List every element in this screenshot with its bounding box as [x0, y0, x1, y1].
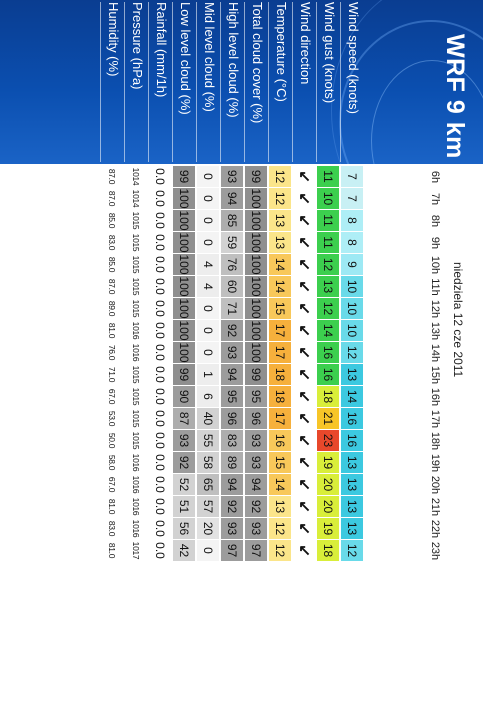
cell-total-cloud: 96: [245, 408, 267, 430]
cell-high-cloud: 59: [221, 232, 243, 254]
cell-high-cloud: 92: [221, 496, 243, 518]
cell-mid-cloud: 1: [197, 364, 219, 386]
cell-mid-cloud: 6: [197, 386, 219, 408]
cell-pressure: 1016: [125, 474, 147, 496]
wind-arrow-icon: ↙: [293, 320, 315, 342]
cell-wind-speed: 14: [341, 386, 363, 408]
cell-high-cloud: 60: [221, 276, 243, 298]
hour-label: 11h: [429, 278, 441, 296]
cell-humidity: 50.0: [101, 430, 123, 452]
cell-wind-speed: 13: [341, 474, 363, 496]
wind-arrow-icon: ↙: [293, 188, 315, 210]
cell-wind-gust: 10: [317, 188, 339, 210]
cell-wind-speed: 10: [341, 320, 363, 342]
cell-wind-speed: 13: [341, 496, 363, 518]
hour-label: 14h: [429, 343, 441, 363]
wind-arrow-icon: ↙: [293, 496, 315, 518]
cell-humidity: 81.0: [101, 496, 123, 518]
cell-humidity: 83.0: [101, 518, 123, 540]
cell-pressure: 1015: [125, 386, 147, 408]
cell-humidity: 81.0: [101, 540, 123, 562]
label-wind-gust: Wind gust (knots): [316, 2, 341, 162]
cell-rainfall: 0.0: [149, 474, 171, 496]
cell-wind-speed: 13: [341, 364, 363, 386]
cell-low-cloud: 100: [173, 320, 195, 342]
cell-low-cloud: 99: [173, 364, 195, 386]
wind-arrow-icon: ↙: [293, 166, 315, 188]
cell-temperature: 16: [269, 430, 291, 452]
cell-temperature: 12: [269, 166, 291, 188]
cell-humidity: 89.0: [101, 298, 123, 320]
cell-mid-cloud: 55: [197, 430, 219, 452]
hour-label: 23h: [429, 541, 441, 561]
cell-pressure: 1015: [125, 232, 147, 254]
hour-label: 18h: [429, 431, 441, 451]
cell-temperature: 15: [269, 298, 291, 320]
cell-humidity: 76.0: [101, 342, 123, 364]
cell-mid-cloud: 58: [197, 452, 219, 474]
cell-humidity: 87.0: [101, 188, 123, 210]
cell-mid-cloud: 57: [197, 496, 219, 518]
cell-rainfall: 0.0: [149, 232, 171, 254]
cell-rainfall: 0.0: [149, 276, 171, 298]
cell-wind-gust: 18: [317, 540, 339, 562]
cell-wind-gust: 23: [317, 430, 339, 452]
cell-rainfall: 0.0: [149, 408, 171, 430]
cell-wind-gust: 21: [317, 408, 339, 430]
label-wind-direction: Wind direction: [292, 2, 317, 162]
hour-label: 8h: [429, 214, 441, 228]
label-mid-cloud: Mid level cloud (%): [196, 2, 221, 162]
cell-high-cloud: 93: [221, 166, 243, 188]
forecast-date: niedziela 12 cze 2011: [451, 262, 465, 378]
cell-temperature: 13: [269, 496, 291, 518]
forecast-header-panel: [0, 0, 483, 164]
cell-wind-speed: 10: [341, 276, 363, 298]
wind-arrow-icon: ↙: [293, 386, 315, 408]
cell-wind-gust: 16: [317, 364, 339, 386]
hour-label: 21h: [429, 497, 441, 517]
cell-wind-gust: 18: [317, 386, 339, 408]
cell-total-cloud: 93: [245, 430, 267, 452]
cell-total-cloud: 95: [245, 386, 267, 408]
cell-rainfall: 0.0: [149, 540, 171, 562]
cell-high-cloud: 92: [221, 320, 243, 342]
cell-pressure: 1015: [125, 254, 147, 276]
cell-total-cloud: 100: [245, 298, 267, 320]
cell-wind-gust: 14: [317, 320, 339, 342]
cell-high-cloud: 85: [221, 210, 243, 232]
cell-wind-speed: 16: [341, 408, 363, 430]
cell-pressure: 1015: [125, 430, 147, 452]
cell-rainfall: 0.0: [149, 188, 171, 210]
cell-total-cloud: 100: [245, 320, 267, 342]
cell-humidity: 58.0: [101, 452, 123, 474]
cell-mid-cloud: 65: [197, 474, 219, 496]
cell-wind-speed: 7: [341, 188, 363, 210]
cell-wind-gust: 13: [317, 276, 339, 298]
wind-arrow-icon: ↙: [293, 474, 315, 496]
cell-humidity: 71.0: [101, 364, 123, 386]
cell-mid-cloud: 0: [197, 342, 219, 364]
cell-wind-speed: 9: [341, 254, 363, 276]
cell-wind-gust: 19: [317, 452, 339, 474]
cell-high-cloud: 89: [221, 452, 243, 474]
label-high-cloud: High level cloud (%): [220, 2, 245, 162]
cell-low-cloud: 100: [173, 254, 195, 276]
cell-low-cloud: 87: [173, 408, 195, 430]
cell-low-cloud: 92: [173, 452, 195, 474]
cell-high-cloud: 95: [221, 386, 243, 408]
wind-arrow-icon: ↙: [293, 210, 315, 232]
cell-humidity: 87.0: [101, 276, 123, 298]
cell-total-cloud: 100: [245, 188, 267, 210]
cell-temperature: 13: [269, 210, 291, 232]
cell-total-cloud: 100: [245, 210, 267, 232]
cell-humidity: 85.0: [101, 254, 123, 276]
cell-rainfall: 0.0: [149, 342, 171, 364]
cell-temperature: 17: [269, 408, 291, 430]
cell-pressure: 1016: [125, 452, 147, 474]
label-humidity: Humidity (%): [100, 2, 125, 162]
cell-wind-gust: 19: [317, 518, 339, 540]
wind-arrow-icon: ↙: [293, 364, 315, 386]
hour-label: 13h: [429, 321, 441, 341]
cell-high-cloud: 94: [221, 188, 243, 210]
cell-temperature: 18: [269, 364, 291, 386]
cell-total-cloud: 100: [245, 254, 267, 276]
cell-rainfall: 0.0: [149, 452, 171, 474]
cell-rainfall: 0.0: [149, 496, 171, 518]
hour-label: 20h: [429, 475, 441, 495]
cell-wind-speed: 8: [341, 232, 363, 254]
cell-mid-cloud: 0: [197, 232, 219, 254]
hour-label: 7h: [429, 192, 441, 206]
cell-wind-speed: 8: [341, 210, 363, 232]
cell-total-cloud: 100: [245, 342, 267, 364]
cell-high-cloud: 93: [221, 342, 243, 364]
cell-wind-speed: 12: [341, 342, 363, 364]
cell-mid-cloud: 0: [197, 210, 219, 232]
wind-arrow-icon: ↙: [293, 408, 315, 430]
cell-mid-cloud: 0: [197, 166, 219, 188]
cell-temperature: 18: [269, 386, 291, 408]
cell-high-cloud: 97: [221, 540, 243, 562]
cell-wind-speed: 13: [341, 518, 363, 540]
cell-pressure: 1016: [125, 496, 147, 518]
cell-pressure: 1015: [125, 364, 147, 386]
cell-pressure: 1015: [125, 408, 147, 430]
wind-arrow-icon: ↙: [293, 540, 315, 562]
hour-label: 16h: [429, 387, 441, 407]
cell-total-cloud: 92: [245, 496, 267, 518]
cell-pressure: 1016: [125, 518, 147, 540]
cell-temperature: 14: [269, 474, 291, 496]
cell-pressure: 1015: [125, 298, 147, 320]
cell-wind-speed: 13: [341, 452, 363, 474]
cell-temperature: 15: [269, 452, 291, 474]
cell-total-cloud: 99: [245, 166, 267, 188]
cell-low-cloud: 100: [173, 298, 195, 320]
cell-high-cloud: 83: [221, 430, 243, 452]
hour-label: 9h: [429, 236, 441, 250]
cell-humidity: 85.0: [101, 210, 123, 232]
cell-high-cloud: 71: [221, 298, 243, 320]
cell-humidity: 67.0: [101, 474, 123, 496]
cell-humidity: 53.0: [101, 408, 123, 430]
label-wind-speed: Wind speed (knots): [340, 2, 365, 162]
cell-high-cloud: 94: [221, 364, 243, 386]
cell-rainfall: 0.0: [149, 364, 171, 386]
cell-pressure: 1015: [125, 210, 147, 232]
cell-mid-cloud: 0: [197, 320, 219, 342]
cell-low-cloud: 56: [173, 518, 195, 540]
cell-low-cloud: 90: [173, 386, 195, 408]
label-low-cloud: Low level cloud (%): [172, 2, 197, 162]
cell-low-cloud: 100: [173, 342, 195, 364]
cell-rainfall: 0.0: [149, 166, 171, 188]
cell-total-cloud: 100: [245, 276, 267, 298]
wind-arrow-icon: ↙: [293, 298, 315, 320]
cell-temperature: 12: [269, 540, 291, 562]
cell-wind-gust: 11: [317, 210, 339, 232]
cell-rainfall: 0.0: [149, 298, 171, 320]
hour-label: 10h: [429, 255, 441, 275]
cell-high-cloud: 76: [221, 254, 243, 276]
wind-arrow-icon: ↙: [293, 342, 315, 364]
cell-temperature: 14: [269, 276, 291, 298]
cell-mid-cloud: 4: [197, 254, 219, 276]
cell-total-cloud: 97: [245, 540, 267, 562]
wind-arrow-icon: ↙: [293, 276, 315, 298]
cell-rainfall: 0.0: [149, 210, 171, 232]
cell-humidity: 81.0: [101, 320, 123, 342]
hour-label: 6h: [429, 170, 441, 184]
cell-wind-speed: 10: [341, 298, 363, 320]
wind-arrow-icon: ↙: [293, 430, 315, 452]
cell-pressure: 1017: [125, 540, 147, 562]
cell-low-cloud: 100: [173, 232, 195, 254]
cell-mid-cloud: 4: [197, 276, 219, 298]
cell-pressure: 1016: [125, 320, 147, 342]
hour-label: 12h: [429, 299, 441, 319]
cell-temperature: 12: [269, 518, 291, 540]
label-pressure: Pressure (hPa): [124, 2, 149, 162]
cell-wind-speed: 7: [341, 166, 363, 188]
cell-rainfall: 0.0: [149, 430, 171, 452]
cell-high-cloud: 94: [221, 474, 243, 496]
cell-wind-speed: 12: [341, 540, 363, 562]
cell-total-cloud: 93: [245, 518, 267, 540]
cell-temperature: 17: [269, 320, 291, 342]
cell-mid-cloud: 0: [197, 540, 219, 562]
cell-mid-cloud: 0: [197, 298, 219, 320]
cell-high-cloud: 93: [221, 518, 243, 540]
cell-wind-gust: 11: [317, 166, 339, 188]
cell-total-cloud: 99: [245, 364, 267, 386]
wind-arrow-icon: ↙: [293, 452, 315, 474]
cell-temperature: 14: [269, 254, 291, 276]
cell-rainfall: 0.0: [149, 254, 171, 276]
cell-low-cloud: 100: [173, 276, 195, 298]
cell-low-cloud: 100: [173, 210, 195, 232]
hour-label: 22h: [429, 519, 441, 539]
cell-wind-gust: 12: [317, 298, 339, 320]
cell-low-cloud: 100: [173, 188, 195, 210]
cell-pressure: 1014: [125, 188, 147, 210]
cell-total-cloud: 94: [245, 474, 267, 496]
hour-label: 15h: [429, 365, 441, 385]
cell-humidity: 67.0: [101, 386, 123, 408]
cell-temperature: 12: [269, 188, 291, 210]
cell-mid-cloud: 20: [197, 518, 219, 540]
model-title: WRF 9 km: [441, 34, 469, 159]
cell-pressure: 1016: [125, 342, 147, 364]
hour-label: 19h: [429, 453, 441, 473]
cell-high-cloud: 96: [221, 408, 243, 430]
cell-total-cloud: 100: [245, 232, 267, 254]
cell-low-cloud: 51: [173, 496, 195, 518]
cell-low-cloud: 52: [173, 474, 195, 496]
hour-label: 17h: [429, 409, 441, 429]
cell-low-cloud: 93: [173, 430, 195, 452]
cell-low-cloud: 42: [173, 540, 195, 562]
cell-wind-speed: 16: [341, 430, 363, 452]
cell-low-cloud: 99: [173, 166, 195, 188]
wind-arrow-icon: ↙: [293, 518, 315, 540]
cell-wind-gust: 11: [317, 232, 339, 254]
cell-temperature: 17: [269, 342, 291, 364]
cell-humidity: 87.0: [101, 166, 123, 188]
cell-wind-gust: 12: [317, 254, 339, 276]
cell-wind-gust: 20: [317, 496, 339, 518]
wind-arrow-icon: ↙: [293, 254, 315, 276]
cell-temperature: 13: [269, 232, 291, 254]
cell-pressure: 1014: [125, 166, 147, 188]
cell-wind-gust: 20: [317, 474, 339, 496]
cell-pressure: 1015: [125, 276, 147, 298]
wind-arrow-icon: ↙: [293, 232, 315, 254]
cell-mid-cloud: 40: [197, 408, 219, 430]
label-temperature: Temperature (°C): [268, 2, 293, 162]
cell-mid-cloud: 0: [197, 188, 219, 210]
label-total-cloud: Total cloud cover (%): [244, 2, 269, 162]
cell-total-cloud: 93: [245, 452, 267, 474]
label-rainfall: Rainfall (mm/1h): [148, 2, 173, 162]
cell-rainfall: 0.0: [149, 518, 171, 540]
cell-wind-gust: 16: [317, 342, 339, 364]
cell-rainfall: 0.0: [149, 320, 171, 342]
cell-humidity: 83.0: [101, 232, 123, 254]
cell-rainfall: 0.0: [149, 386, 171, 408]
